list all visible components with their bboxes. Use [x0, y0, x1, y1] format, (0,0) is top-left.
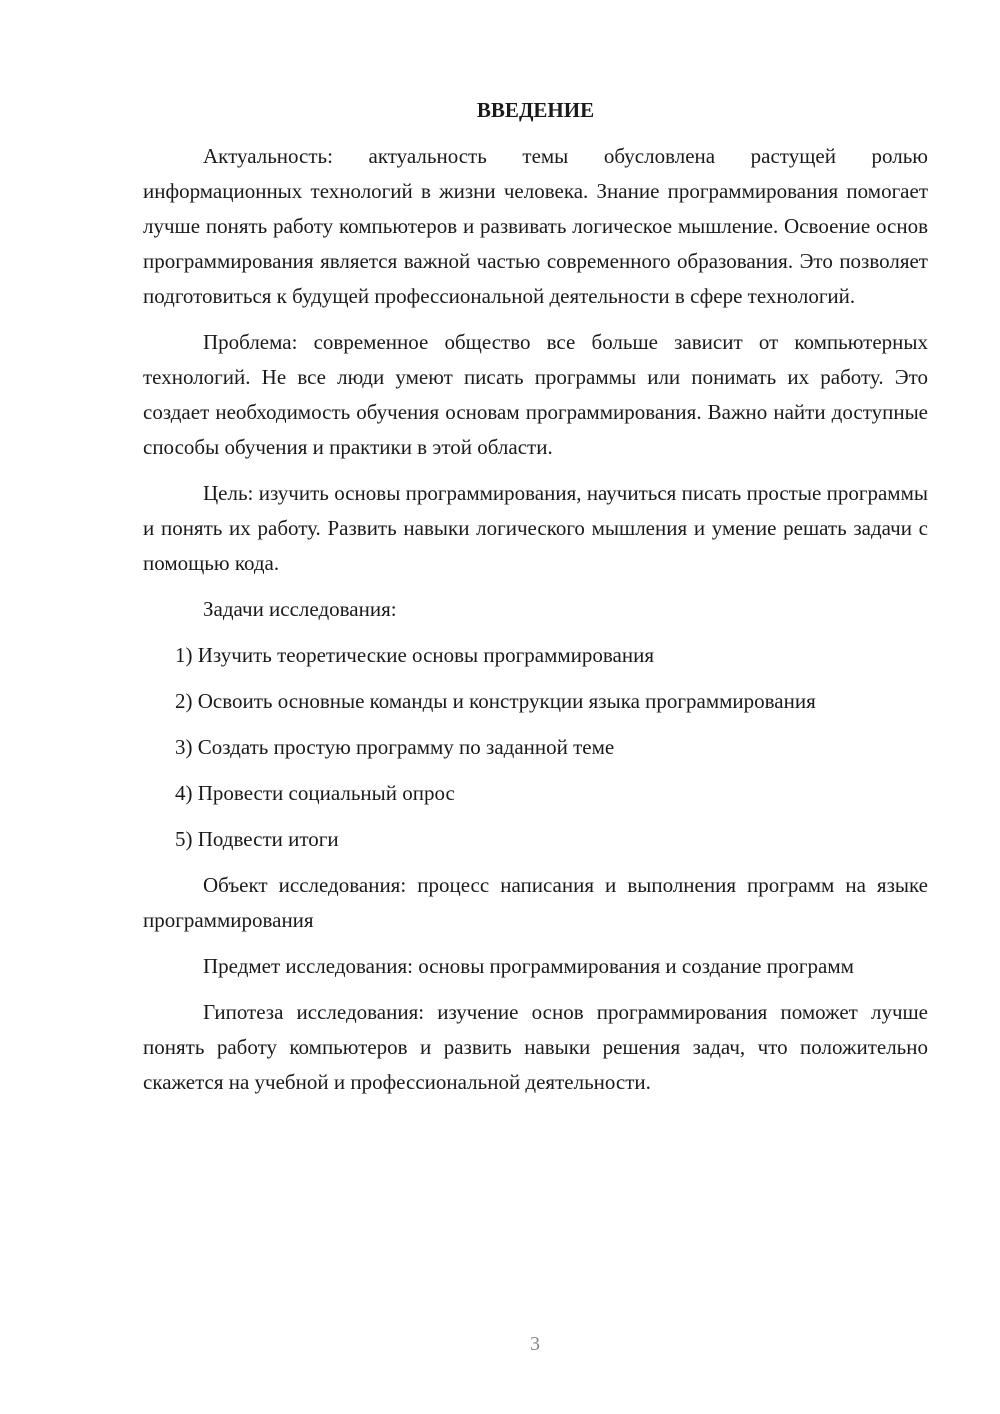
- hypothesis-paragraph: Гипотеза исследования: изучение основ программирования поможет лучше понять работу компьютеров и развить навыки решения задач, что положительно скажется на учебной и профессиональной деятельности.: [143, 1000, 928, 1094]
- task-item-4: 4) Провести социальный опрос: [175, 781, 455, 805]
- task-item-1: 1) Изучить теоретические основы программирования: [175, 643, 654, 667]
- task-item-3: 3) Создать простую программу по заданной теме: [175, 735, 615, 759]
- problem-paragraph: Проблема: современное общество все больше зависит от компьютерных технологий. Не все люди умеют писать программы или понимать их работу. Это создает необходимость обучения основам программирования. Важно найти доступные способы обучения и практики в этой области.: [143, 330, 928, 459]
- relevance-paragraph: Актуальность: актуальность темы обусловлена растущей ролью информационных технологий в жизни человека. Знание программирования помогает лучше понять работу компьютеров и развивать логическое мышление. Освоение основ программирования является важной частью современного образования. Это позволяет подготовиться к будущей профессиональной деятельности в сфере технологий.: [143, 144, 928, 308]
- task-item-2: 2) Освоить основные команды и конструкции языка программирования: [175, 689, 816, 713]
- task-item-5: 5) Подвести итоги: [175, 827, 339, 851]
- page-title: ВВЕДЕНИЕ: [476, 98, 595, 122]
- tasks-heading: Задачи исследования:: [203, 597, 397, 621]
- goal-paragraph: Цель: изучить основы программирования, научиться писать простые программы и понять их работу. Развить навыки логического мышления и умение решать задачи с помощью кода.: [143, 481, 928, 575]
- document-body: [143, 96, 928, 1111]
- page-number: 3: [530, 1333, 540, 1355]
- object-paragraph: Объект исследования: процесс написания и выполнения программ на языке программирования: [143, 873, 928, 932]
- subject-paragraph: Предмет исследования: основы программирования и создание программ: [203, 954, 854, 978]
